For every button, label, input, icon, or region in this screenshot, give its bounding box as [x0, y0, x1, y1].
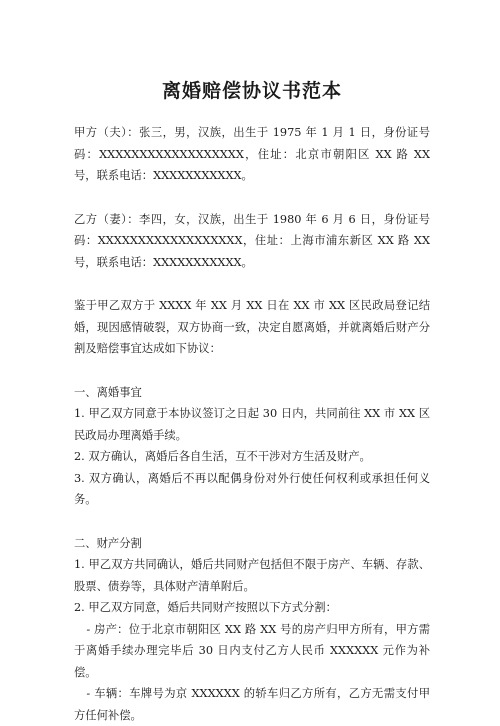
- sub-clause-item: - 房产：位于北京市朝阳区 XX 路 XX 号的房产归甲方所有，甲方需于离婚手续办理完毕后 30 日内支付乙方人民币 XXXXXX 元作为补偿。: [74, 619, 430, 684]
- agreement-preamble: 鉴于甲乙双方于 XXXX 年 XX 月 XX 日在 XX 市 XX 区民政局登记结婚，现因感情破裂，双方协商一致，决定自愿离婚，并就离婚后财产分割及赔偿事宜达成如下协议：: [74, 295, 430, 360]
- clause-item: 2. 双方确认，离婚后各自生活，互不干涉对方生活及财产。: [74, 446, 430, 468]
- section-divorce-matters: [74, 382, 430, 511]
- clause-item: 1. 甲乙双方同意于本协议签订之日起 30 日内，共同前往 XX 市 XX 区民政局办理离婚手续。: [74, 403, 430, 446]
- party-a-info: 甲方（夫）：张三，男，汉族，出生于 1975 年 1 月 1 日，身份证号码：XXXXXXXXXXXXXXXXXX，住址：北京市朝阳区 XX 路 XX 号，联系电话：XXXXXXXXXXX。: [74, 122, 430, 187]
- section-property-division: [74, 533, 430, 726]
- document-title: 离婚赔偿协议书范本: [74, 78, 430, 104]
- clause-item: 3. 双方确认，离婚后不再以配偶身份对外行使任何权利或承担任何义务。: [74, 468, 430, 511]
- sub-clause-item: - 车辆：车牌号为京 XXXXXX 的轿车归乙方所有，乙方无需支付甲方任何补偿。: [74, 683, 430, 726]
- section-heading: 一、离婚事宜: [74, 382, 430, 404]
- section-heading: 二、财产分割: [74, 533, 430, 555]
- party-b-info: 乙方（妻）：李四，女，汉族，出生于 1980 年 6 月 6 日，身份证号码：XXXXXXXXXXXXXXXXXX，住址：上海市浦东新区 XX 路 XX 号，联系电话：XXXXXXXXXXX。: [74, 209, 430, 274]
- clause-item: 2. 甲乙双方同意，婚后共同财产按照以下方式分割：: [74, 597, 430, 619]
- clause-item: 1. 甲乙双方共同确认，婚后共同财产包括但不限于房产、车辆、存款、股票、债券等，具体财产清单附后。: [74, 554, 430, 597]
